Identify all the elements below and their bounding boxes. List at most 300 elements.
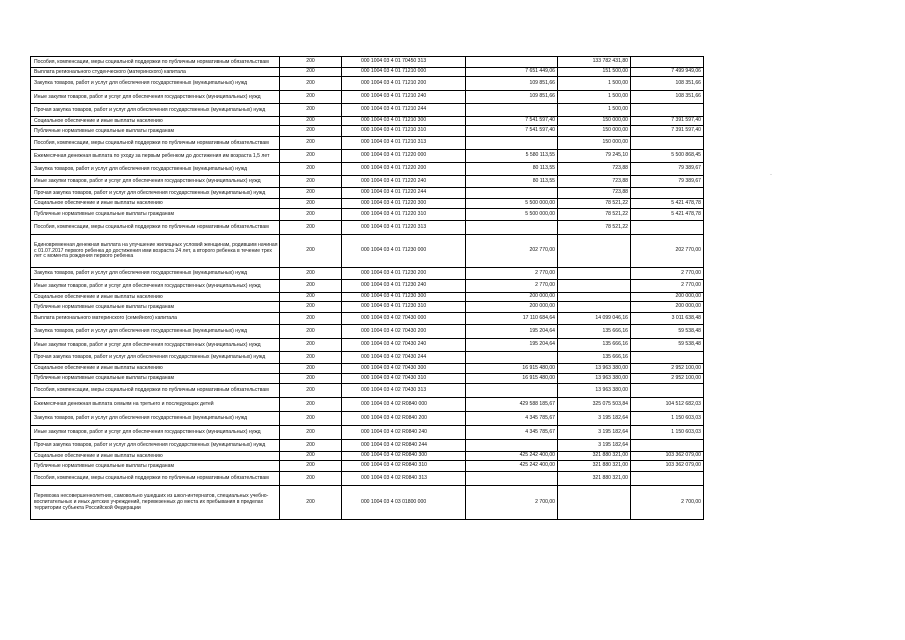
row-classification-cell	[342, 77, 466, 90]
row-classification-cell-text: 000 1004 03 4 02 R0840 200	[361, 414, 427, 421]
row-name-cell	[31, 293, 280, 301]
row-name-cell	[31, 199, 280, 208]
row-classification-cell-text: 000 1004 03 4 01 71210 313	[361, 139, 427, 146]
row-name-cell-text: Выплата регионального материнского (семейного) капитала	[34, 315, 177, 322]
row-executed-cell	[558, 77, 631, 90]
row-unexecuted-cell-text: 7 391 597,40	[671, 127, 701, 134]
row-classification-cell-text: 000 1004 03 4 01 70450 313	[361, 58, 427, 65]
row-executed-cell-text: 78 521,22	[605, 199, 628, 206]
row-approved-cell	[466, 137, 558, 149]
row-code-cell	[280, 137, 342, 149]
row-approved-cell-text: 80 113,55	[532, 177, 555, 184]
table-row	[31, 338, 703, 351]
row-approved-cell	[466, 486, 558, 519]
row-unexecuted-cell-text: 3 011 638,48	[671, 314, 701, 321]
row-executed-cell	[558, 209, 631, 220]
row-approved-cell-text: 2 700,00	[535, 498, 555, 505]
row-code-cell	[280, 352, 342, 363]
row-unexecuted-cell	[631, 137, 703, 149]
row-code-cell-text: 200	[306, 414, 315, 421]
row-code-cell	[280, 117, 342, 125]
table-row	[31, 485, 703, 519]
row-classification-cell	[342, 57, 466, 67]
row-classification-cell	[342, 374, 466, 383]
row-executed-cell	[558, 176, 631, 187]
row-approved-cell-text: 195 204,64	[529, 341, 555, 348]
row-executed-cell-text: 151 500,00	[602, 68, 628, 75]
row-approved-cell	[466, 268, 558, 279]
table-row	[31, 198, 703, 208]
row-classification-cell	[342, 293, 466, 301]
row-executed-cell-text: 1 500,00	[608, 106, 628, 113]
row-executed-cell	[558, 364, 631, 373]
row-approved-cell-text: 202 770,00	[529, 247, 555, 254]
row-approved-cell	[466, 188, 558, 198]
table-row	[31, 56, 703, 67]
row-unexecuted-cell	[631, 486, 703, 519]
row-classification-cell-text: 000 1004 03 4 01 71220 313	[361, 223, 427, 230]
row-name-cell	[31, 268, 280, 279]
row-classification-cell	[342, 268, 466, 279]
row-classification-cell	[342, 221, 466, 234]
row-unexecuted-cell	[631, 412, 703, 425]
row-unexecuted-cell-text: 2 770,00	[681, 269, 701, 276]
row-classification-cell	[342, 339, 466, 351]
row-executed-cell	[558, 302, 631, 312]
row-code-cell-text: 200	[306, 428, 315, 435]
row-code-cell	[280, 280, 342, 292]
row-approved-cell-text: 2 770,00	[535, 269, 555, 276]
row-unexecuted-cell-text: 103 362 079,00	[665, 462, 701, 469]
row-code-cell	[280, 163, 342, 175]
row-approved-cell	[466, 398, 558, 411]
row-approved-cell	[466, 374, 558, 383]
row-unexecuted-cell	[631, 77, 703, 90]
row-code-cell-text: 200	[306, 327, 315, 334]
row-approved-cell	[466, 364, 558, 373]
row-code-cell-text: 200	[306, 189, 315, 196]
row-unexecuted-cell-text: 2 952 100,00	[671, 364, 701, 371]
budget-table	[30, 56, 704, 520]
row-classification-cell-text: 000 1004 03 4 02 R0840 000	[361, 400, 427, 407]
table-row	[31, 373, 703, 383]
row-name-cell-text: Социальное обеспечение и иные выплаты населению	[34, 200, 163, 207]
row-name-cell-text: Прочая закупка товаров, работ и услуг для обеспечения государственных (муниципальных) нужд	[34, 442, 266, 449]
row-name-cell	[31, 163, 280, 175]
row-approved-cell	[466, 339, 558, 351]
row-name-cell	[31, 486, 280, 519]
row-classification-cell	[342, 440, 466, 451]
row-executed-cell	[558, 440, 631, 451]
row-classification-cell-text: 000 1004 03 4 02 70430 244	[361, 353, 427, 360]
row-executed-cell	[558, 221, 631, 234]
row-approved-cell	[466, 313, 558, 324]
row-code-cell-text: 200	[306, 79, 315, 86]
row-unexecuted-cell-text: 103 362 079,00	[665, 452, 701, 459]
row-code-cell	[280, 268, 342, 279]
row-code-cell-text: 200	[306, 93, 315, 100]
row-name-cell-text: Единовременная денежная выплата на улучшение жилищных условий женщинам, родившим начиная с 01.07.2017 первого ребенка до достижения ими возраста 24 лет, а второго ребенка в течение трех лет с момента рождения первого ребенка	[34, 241, 278, 260]
row-unexecuted-cell	[631, 374, 703, 383]
table-row	[31, 162, 703, 175]
row-unexecuted-cell	[631, 126, 703, 136]
row-approved-cell	[466, 440, 558, 451]
row-unexecuted-cell-text: 59 538,48	[678, 341, 701, 348]
row-name-cell-text: Прочая закупка товаров, работ и услуг для обеспечения государственных (муниципальных) нужд	[34, 354, 266, 361]
row-classification-cell	[342, 364, 466, 373]
row-name-cell-text: Пособия, компенсации, меры социальной поддержки по публичным нормативным обязательствам	[34, 139, 269, 146]
row-code-cell	[280, 199, 342, 208]
row-unexecuted-cell-text: 2 700,00	[681, 498, 701, 505]
row-executed-cell-text: 1 500,00	[608, 93, 628, 100]
row-name-cell-text: Пособия, компенсации, меры социальной поддержки по публичным нормативным обязательствам	[34, 387, 269, 394]
row-approved-cell	[466, 126, 558, 136]
row-name-cell	[31, 117, 280, 125]
row-unexecuted-cell	[631, 325, 703, 338]
row-unexecuted-cell	[631, 91, 703, 103]
row-approved-cell-text: 2 770,00	[535, 282, 555, 289]
row-unexecuted-cell	[631, 313, 703, 324]
row-unexecuted-cell-text: 7 391 597,40	[671, 117, 701, 124]
table-row	[31, 234, 703, 267]
row-executed-cell	[558, 325, 631, 338]
row-executed-cell-text: 14 099 046,16	[595, 314, 628, 321]
row-approved-cell	[466, 150, 558, 162]
row-unexecuted-cell	[631, 209, 703, 220]
row-classification-cell	[342, 461, 466, 471]
row-unexecuted-cell	[631, 68, 703, 76]
row-name-cell	[31, 339, 280, 351]
row-approved-cell-text: 5 500 000,00	[525, 199, 555, 206]
row-name-cell	[31, 126, 280, 136]
row-classification-cell-text: 000 1004 03 4 02 R0840 244	[361, 441, 427, 448]
row-classification-cell-text: 000 1004 03 4 01 71230 240	[361, 282, 427, 289]
row-classification-cell	[342, 280, 466, 292]
row-name-cell-text: Публичные нормативные социальные выплаты гражданам	[34, 211, 174, 218]
row-name-cell-text: Публичные нормативные социальные выплаты гражданам	[34, 375, 174, 382]
table-row	[31, 312, 703, 324]
row-classification-cell	[342, 235, 466, 267]
row-approved-cell-text: 109 851,66	[529, 79, 555, 86]
row-code-cell	[280, 150, 342, 162]
row-executed-cell	[558, 68, 631, 76]
row-name-cell	[31, 176, 280, 187]
row-executed-cell-text: 3 195 182,64	[598, 414, 628, 421]
row-approved-cell	[466, 209, 558, 220]
row-approved-cell-text: 16 915 480,00	[522, 374, 555, 381]
row-code-cell-text: 200	[306, 58, 315, 65]
row-name-cell-text: Пособия, компенсации, меры социальной поддержки по публичным нормативным обязательствам	[34, 224, 269, 231]
row-code-cell	[280, 398, 342, 411]
row-classification-cell	[342, 302, 466, 312]
row-executed-cell	[558, 486, 631, 519]
row-name-cell	[31, 68, 280, 76]
row-name-cell	[31, 472, 280, 485]
row-code-cell	[280, 91, 342, 103]
row-name-cell	[31, 374, 280, 383]
row-approved-cell	[466, 384, 558, 397]
row-executed-cell	[558, 293, 631, 301]
table-row	[31, 301, 703, 312]
row-name-cell-text: Закупка товаров, работ и услуг для обеспечения государственных (муниципальных) нужд	[34, 328, 248, 335]
row-executed-cell-text: 321 880 321,00	[592, 474, 628, 481]
row-classification-cell	[342, 68, 466, 76]
row-executed-cell	[558, 199, 631, 208]
row-approved-cell-text: 5 580 113,55	[525, 152, 555, 159]
row-unexecuted-cell	[631, 176, 703, 187]
row-approved-cell	[466, 104, 558, 116]
table-body	[31, 56, 703, 519]
row-unexecuted-cell-text: 200 000,00	[675, 293, 701, 300]
row-name-cell-text: Иные закупки товаров, работ и услуг для обеспечения государственных (муниципальных) нужд	[34, 93, 261, 100]
row-unexecuted-cell	[631, 364, 703, 373]
row-approved-cell	[466, 91, 558, 103]
row-name-cell-text: Публичные нормативные социальные выплаты гражданам	[34, 127, 174, 134]
row-name-cell-text: Закупка товаров, работ и услуг для обеспечения государственных (муниципальных) нужд	[34, 165, 248, 172]
row-executed-cell	[558, 163, 631, 175]
row-code-cell-text: 200	[306, 374, 315, 381]
row-classification-cell	[342, 163, 466, 175]
row-name-cell-text: Социальное обеспечение и иные выплаты населению	[34, 293, 163, 300]
row-code-cell-text: 200	[306, 152, 315, 159]
row-classification-cell	[342, 472, 466, 485]
row-classification-cell	[342, 426, 466, 439]
row-name-cell	[31, 364, 280, 373]
row-executed-cell-text: 723,88	[612, 177, 628, 184]
row-unexecuted-cell-text: 104 512 682,03	[665, 400, 701, 407]
row-code-cell-text: 200	[306, 462, 315, 469]
row-executed-cell	[558, 398, 631, 411]
row-code-cell	[280, 452, 342, 460]
row-executed-cell	[558, 313, 631, 324]
row-executed-cell-text: 150 000,00	[602, 127, 628, 134]
row-classification-cell-text: 000 1004 03 4 01 71210 244	[361, 106, 427, 113]
row-unexecuted-cell	[631, 302, 703, 312]
row-code-cell	[280, 235, 342, 267]
row-executed-cell	[558, 352, 631, 363]
row-classification-cell-text: 000 1004 03 4 01 71230 310	[361, 303, 427, 310]
table-row	[31, 67, 703, 76]
row-unexecuted-cell-text: 5 500 868,45	[671, 152, 701, 159]
row-approved-cell-text: 17 110 684,64	[522, 314, 555, 321]
row-code-cell-text: 200	[306, 68, 315, 75]
row-approved-cell-text: 200 000,00	[529, 303, 555, 310]
row-code-cell	[280, 188, 342, 198]
row-classification-cell-text: 000 1004 03 4 01 71220 200	[361, 165, 427, 172]
row-code-cell-text: 200	[306, 293, 315, 300]
table-row	[31, 439, 703, 451]
row-code-cell-text: 200	[306, 247, 315, 254]
row-code-cell	[280, 176, 342, 187]
row-classification-cell	[342, 452, 466, 460]
table-row	[31, 125, 703, 136]
row-unexecuted-cell-text: 7 499 949,06	[671, 68, 701, 75]
row-classification-cell	[342, 104, 466, 116]
row-executed-cell-text: 150 000,00	[602, 117, 628, 124]
row-approved-cell-text: 429 588 185,67	[519, 400, 555, 407]
row-approved-cell	[466, 293, 558, 301]
row-executed-cell	[558, 126, 631, 136]
row-approved-cell	[466, 77, 558, 90]
row-classification-cell	[342, 352, 466, 363]
row-code-cell	[280, 68, 342, 76]
row-classification-cell	[342, 486, 466, 519]
row-approved-cell-text: 7 541 597,40	[525, 127, 555, 134]
row-name-cell-text: Пособия, компенсации, меры социальной поддержки по публичным нормативным обязательствам	[34, 58, 269, 65]
table-row	[31, 149, 703, 162]
row-classification-cell-text: 000 1004 03 4 02 70430 313	[361, 386, 427, 393]
row-unexecuted-cell	[631, 398, 703, 411]
row-unexecuted-cell-text: 1 150 603,03	[671, 428, 701, 435]
row-executed-cell-text: 723,88	[612, 189, 628, 196]
row-approved-cell-text: 425 242 400,00	[519, 462, 555, 469]
row-code-cell	[280, 486, 342, 519]
row-code-cell-text: 200	[306, 269, 315, 276]
row-code-cell	[280, 325, 342, 338]
row-unexecuted-cell	[631, 150, 703, 162]
row-classification-cell-text: 000 1004 03 4 02 70430 000	[361, 314, 427, 321]
row-unexecuted-cell	[631, 57, 703, 67]
row-approved-cell-text: 7 541 597,40	[525, 117, 555, 124]
row-code-cell	[280, 126, 342, 136]
row-code-cell	[280, 104, 342, 116]
table-row	[31, 471, 703, 485]
row-approved-cell-text: 16 915 480,00	[522, 364, 555, 371]
row-executed-cell	[558, 412, 631, 425]
row-classification-cell-text: 000 1004 03 4 01 71210 000	[361, 68, 427, 75]
table-row	[31, 90, 703, 103]
row-approved-cell	[466, 163, 558, 175]
row-code-cell-text: 200	[306, 314, 315, 321]
row-name-cell	[31, 352, 280, 363]
row-executed-cell	[558, 117, 631, 125]
row-code-cell	[280, 302, 342, 312]
row-code-cell	[280, 440, 342, 451]
row-approved-cell	[466, 235, 558, 267]
row-unexecuted-cell	[631, 163, 703, 175]
row-approved-cell	[466, 221, 558, 234]
row-code-cell	[280, 293, 342, 301]
row-executed-cell-text: 135 666,16	[602, 341, 628, 348]
row-classification-cell	[342, 384, 466, 397]
row-classification-cell	[342, 126, 466, 136]
table-row	[31, 220, 703, 234]
row-code-cell	[280, 313, 342, 324]
row-name-cell-text: Ежемесячная денежная выплата семьям на третьего и последующих детей	[34, 401, 214, 408]
row-name-cell	[31, 302, 280, 312]
table-row	[31, 103, 703, 116]
row-executed-cell	[558, 472, 631, 485]
row-code-cell-text: 200	[306, 441, 315, 448]
row-classification-cell	[342, 313, 466, 324]
row-classification-cell-text: 000 1004 03 4 01 71210 200	[361, 79, 427, 86]
row-classification-cell-text: 000 1004 03 4 02 R0840 310	[361, 462, 427, 469]
row-approved-cell	[466, 452, 558, 460]
row-code-cell-text: 200	[306, 106, 315, 113]
row-name-cell-text: Социальное обеспечение и иные выплаты населению	[34, 117, 163, 124]
row-executed-cell	[558, 461, 631, 471]
row-code-cell-text: 200	[306, 452, 315, 459]
table-row	[31, 136, 703, 149]
row-name-cell-text: Иные закупки товаров, работ и услуг для обеспечения государственных (муниципальных) нужд	[34, 282, 261, 289]
row-executed-cell-text: 325 075 503,84	[592, 400, 628, 407]
row-unexecuted-cell-text: 79 389,67	[678, 165, 701, 172]
row-classification-cell-text: 000 1004 03 4 01 71220 300	[361, 199, 427, 206]
row-executed-cell	[558, 426, 631, 439]
row-name-cell	[31, 188, 280, 198]
row-executed-cell	[558, 57, 631, 67]
row-approved-cell	[466, 412, 558, 425]
row-name-cell-text: Закупка товаров, работ и услуг для обеспечения государственных (муниципальных) нужд	[34, 415, 248, 422]
row-executed-cell-text: 3 195 182,64	[598, 428, 628, 435]
row-classification-cell-text: 000 1004 03 4 01 71210 300	[361, 117, 427, 124]
row-approved-cell	[466, 57, 558, 67]
row-classification-cell-text: 000 1004 03 4 02 70430 200	[361, 327, 427, 334]
row-name-cell-text: Социальное обеспечение и иные выплаты населению	[34, 452, 163, 459]
row-executed-cell-text: 13 963 380,00	[595, 386, 628, 393]
row-unexecuted-cell	[631, 235, 703, 267]
row-name-cell	[31, 104, 280, 116]
row-unexecuted-cell	[631, 384, 703, 397]
row-approved-cell-text: 425 242 400,00	[519, 452, 555, 459]
row-classification-cell	[342, 209, 466, 220]
row-approved-cell-text: 4 345 785,67	[525, 414, 555, 421]
row-unexecuted-cell-text: 108 351,66	[675, 93, 701, 100]
table-row	[31, 460, 703, 471]
row-executed-cell-text: 78 521,22	[605, 223, 628, 230]
row-name-cell	[31, 452, 280, 460]
table-row	[31, 324, 703, 338]
row-executed-cell-text: 321 880 321,00	[592, 452, 628, 459]
row-code-cell	[280, 221, 342, 234]
row-classification-cell	[342, 398, 466, 411]
row-name-cell-text: Закупка товаров, работ и услуг для обеспечения государственных (муниципальных) нужд	[34, 80, 248, 87]
row-unexecuted-cell-text: 5 421 478,78	[671, 199, 701, 206]
row-name-cell	[31, 150, 280, 162]
table-row	[31, 383, 703, 397]
row-executed-cell	[558, 452, 631, 460]
table-row	[31, 208, 703, 220]
row-code-cell	[280, 209, 342, 220]
row-approved-cell-text: 109 851,66	[529, 93, 555, 100]
row-classification-cell	[342, 325, 466, 338]
row-executed-cell-text: 321 880 321,00	[592, 462, 628, 469]
row-code-cell-text: 200	[306, 364, 315, 371]
row-executed-cell-text: 135 666,16	[602, 327, 628, 334]
table-row	[31, 451, 703, 460]
row-classification-cell-text: 000 1004 03 4 02 70430 310	[361, 374, 427, 381]
table-row	[31, 187, 703, 198]
row-classification-cell	[342, 150, 466, 162]
row-approved-cell	[466, 176, 558, 187]
row-name-cell	[31, 325, 280, 338]
row-classification-cell-text: 000 1004 03 4 02 70430 300	[361, 364, 427, 371]
row-executed-cell-text: 723,88	[612, 165, 628, 172]
row-executed-cell	[558, 339, 631, 351]
row-classification-cell	[342, 137, 466, 149]
row-unexecuted-cell-text: 200 000,00	[675, 303, 701, 310]
row-unexecuted-cell	[631, 352, 703, 363]
row-name-cell-text: Иные закупки товаров, работ и услуг для обеспечения государственных (муниципальных) нужд	[34, 429, 261, 436]
row-unexecuted-cell-text: 2 770,00	[681, 282, 701, 289]
row-approved-cell	[466, 472, 558, 485]
row-executed-cell	[558, 137, 631, 149]
row-classification-cell-text: 000 1004 03 4 01 71230 000	[361, 247, 427, 254]
table-row	[31, 175, 703, 187]
table-row	[31, 267, 703, 279]
table-row	[31, 425, 703, 439]
row-unexecuted-cell-text: 5 421 478,78	[671, 210, 701, 217]
